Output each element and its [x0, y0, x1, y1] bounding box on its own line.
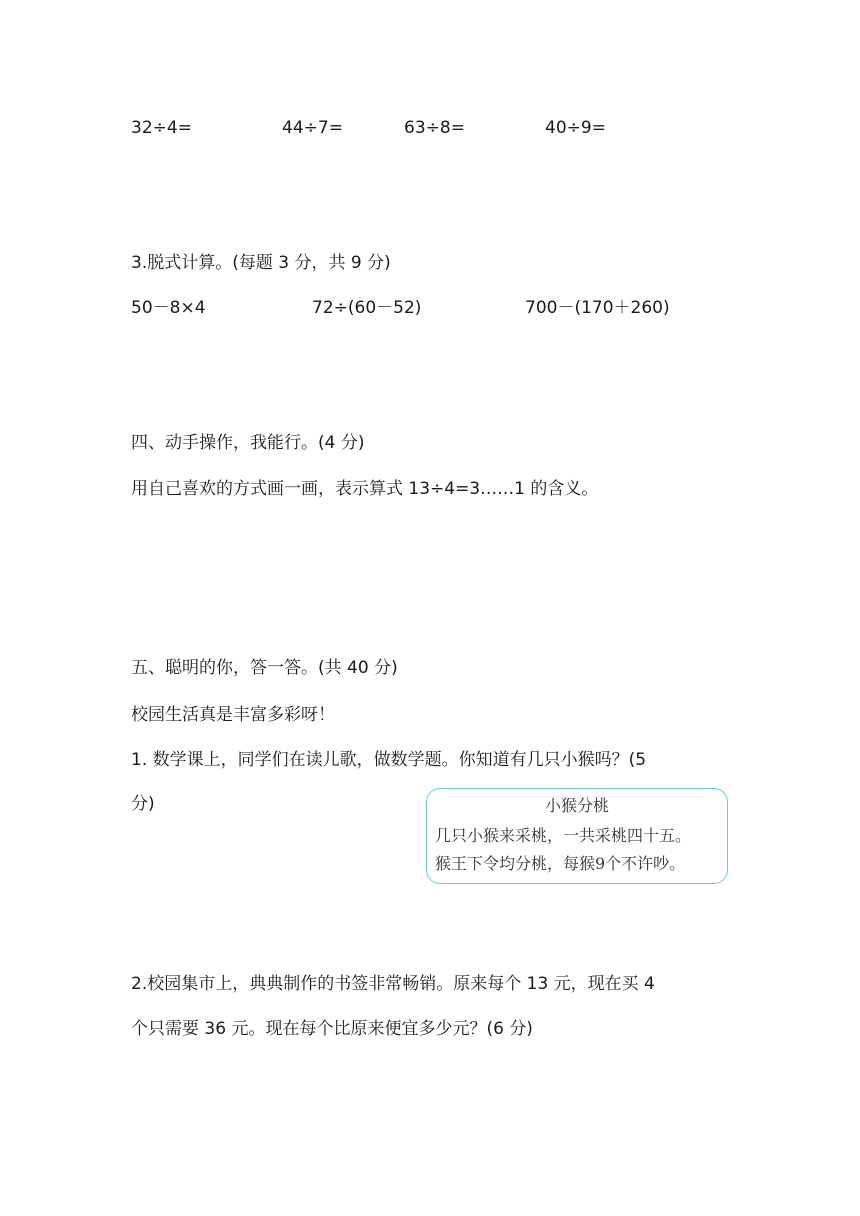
division-problem-4: 40÷9= [545, 118, 606, 138]
question2-line2: 个只需要 36 元。现在每个比原来便宜多少元？(6 分) [131, 1019, 533, 1039]
poem-box [426, 788, 728, 884]
section4-prompt: 用自己喜欢的方式画一画，表示算式 13÷4=3……1 的含义。 [131, 479, 599, 499]
expression-3: 700－(170＋260) [525, 298, 670, 318]
question1-line2: 分) [131, 794, 155, 814]
section3-heading: 3.脱式计算。(每题 3 分，共 9 分) [131, 253, 391, 273]
poem-line-1: 几只小猴来采桃，一共采桃四十五。 [435, 826, 692, 845]
division-problem-1: 32÷4= [131, 118, 192, 138]
poem-title: 小猴分桃 [544, 796, 609, 815]
expression-2: 72÷(60－52) [312, 298, 422, 318]
division-problem-2: 44÷7= [282, 118, 343, 138]
section5-intro: 校园生活真是丰富多彩呀！ [131, 705, 335, 725]
section5-heading: 五、聪明的你，答一答。(共 40 分) [131, 658, 398, 678]
question2-line1: 2.校园集市上，典典制作的书签非常畅销。原来每个 13 元，现在买 4 [131, 974, 655, 994]
poem-line-2: 猴王下令均分桃，每猴9个不许吵。 [435, 854, 686, 873]
section4-heading: 四、动手操作，我能行。(4 分) [131, 433, 365, 453]
expression-1: 50－8×4 [131, 298, 206, 318]
division-problem-3: 63÷8= [404, 118, 465, 138]
question1-line1: 1. 数学课上，同学们在读儿歌，做数学题。你知道有几只小猴吗？(5 [131, 750, 647, 770]
